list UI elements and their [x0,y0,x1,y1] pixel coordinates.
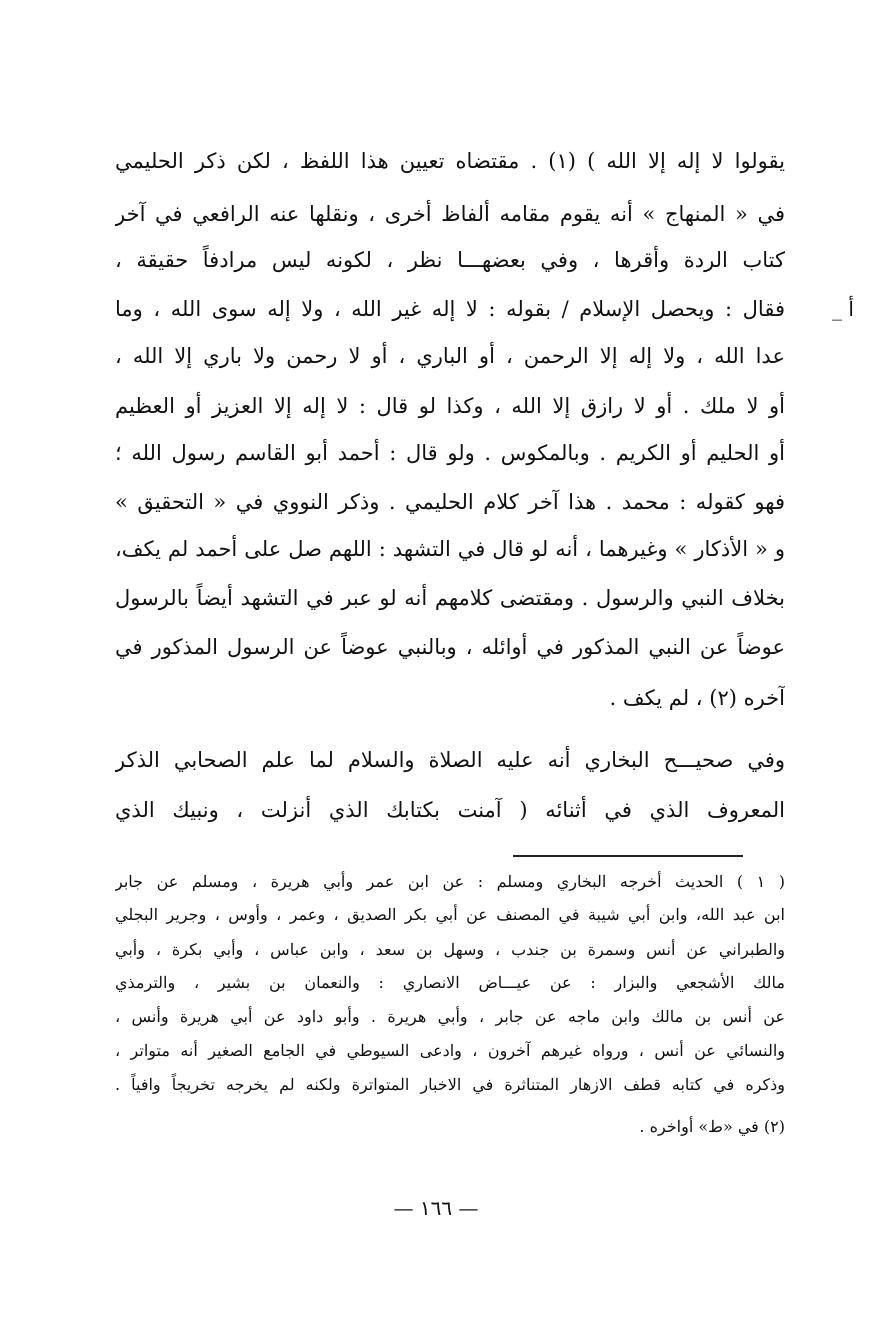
margin-page-marker: أ _ [832,297,854,321]
footnote-line: ( ١ ) الحديث أخرجه البخاري ومسلم : عن ابن عمر وأبي هريرة ، ومسلم عن جابر [115,872,785,891]
text-line: و « الأذكار » وغيرهما ، أنه لو قال في التشهد : اللهم صل على أحمد لم يكف، [115,537,785,561]
footnote-line: وذكره في كتابه قطف الازهار المتناثرة في الاخبار المتواترة ولكنه لم يخرجه تخريجاً وافياً . [115,1075,785,1094]
text-line: في « المنهاج » أنه يقوم مقامه ألفاظ أخرى ، ونقلها عنه الرافعي في آخر [115,202,785,226]
text-line: أو لا ملك . أو لا رازق إلا الله ، وكذا لو قال : لا إله إلا العزيز أو العظيم [115,394,785,418]
text-line: كتاب الردة وأقرها ، وفي بعضهـــا نظر ، لكونه ليس مرادفاً حقيقة ، [115,248,785,272]
footnote-separator [513,855,743,857]
text-line: يقولوا لا إله إلا الله ) (١) . مقتضاه تعيين هذا اللفظ ، لكن ذكر الحليمي [115,149,785,173]
footnote-line: والنسائي عن أنس ، ورواه غيرهم آخرون ، وادعى السيوطي في الجامع الصغير أنه متواتر ، [115,1041,785,1060]
text-line: عوضاً عن النبي المذكور في أوائله ، وبالنبي عوضاً عن الرسول المذكور في [115,635,785,659]
text-line: آخره (٢) ، لم يكف . [609,686,785,710]
text-line: عدا الله ، ولا إله إلا الرحمن ، أو الباري ، أو لا رحمن ولا باري إلا الله ، [115,344,785,368]
footnote-line: والطبراني عن أنس وسمرة بن جندب ، وسهل بن سعد ، وابن عباس ، وأبي بكرة ، وأبي [115,940,785,959]
footnote-line: (٢) في «ط» أواخره . [639,1117,785,1136]
footnote-line: عن أنس بن مالك وابن ماجه عن جابر ، وأبي هريرة . وأبو داود عن أبي هريرة وأنس ، [115,1007,785,1026]
footnote-line: مالك الأشجعي والبزار : عن عيـــاض الانصاري : والنعمان بن بشير ، والترمذي [115,973,785,992]
text-line: فقال : ويحصل الإسلام / بقوله : لا إله غير الله ، ولا إله سوى الله ، وما [115,297,785,321]
footnote-line: ابن عبد الله، وابن أبي شيبة في المصنف عن أبي بكر الصديق ، وعمر ، وأوس ، وجرير البجلي [115,905,785,924]
text-line: المعروف الذي في أثنائه ( آمنت بكتابك الذي أنزلت ، ونبيك الذي [115,798,785,822]
page-number: — ١٦٦ — [393,1196,479,1220]
text-line: فهو كقوله : محمد . هذا آخر كلام الحليمي . وذكر النووي في « التحقيق » [115,490,785,514]
text-line: بخلاف النبي والرسول . ومقتضى كلامهم أنه لو عبر في التشهد أيضاً بالرسول [115,586,785,610]
text-line: وفي صحيـــح البخاري أنه عليه الصلاة والسلام لما علم الصحابي الذكر [115,748,785,772]
text-line: أو الحليم أو الكريم . وبالمكوس . ولو قال : أحمد أبو القاسم رسول الله ؛ [115,441,785,465]
